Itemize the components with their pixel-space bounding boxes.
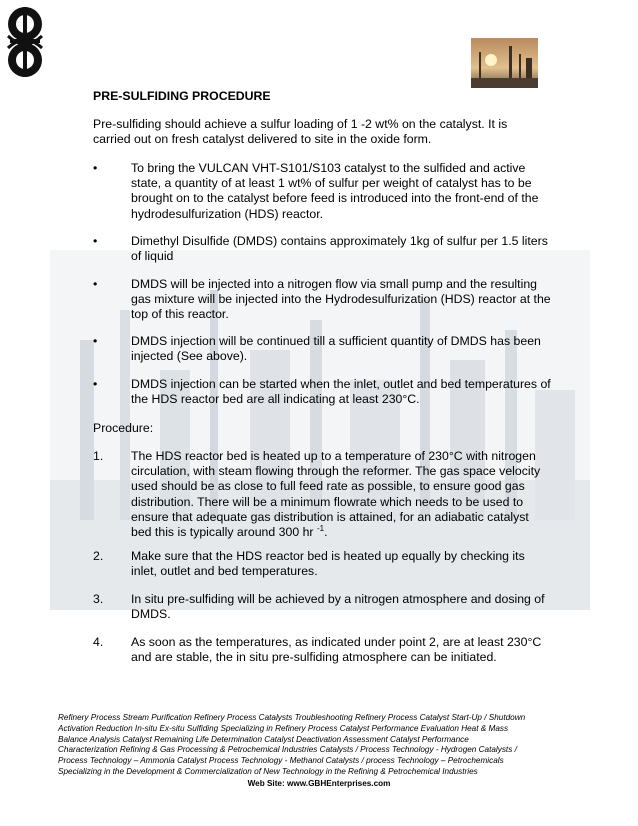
bullet-text: DMDS will be injected into a nitrogen flow via small pump and the resulting gas mixture will be injected into the Hydrodesulfurization (HDS) reactor at the top of this reactor. — [131, 277, 551, 322]
bullet-marker: • — [93, 334, 98, 348]
superscript: -1 — [316, 524, 325, 534]
bullet-text: DMDS injection will be continued till a sufficient quantity of DMDS has been injected (See above). — [131, 334, 541, 364]
footer-line: Process Technology – Ammonia Catalyst Process Technology - Methanol Catalysts / process Technology – Petrochemicals — [58, 756, 504, 766]
website-link[interactable]: Web Site: www.GBHEnterprises.com — [247, 779, 391, 788]
footer-line: Specializing in the Development & Commercialization of New Technology in the Refining & Petrochemical Industries — [58, 766, 478, 776]
footer-line: Activation Reduction In-situ Ex-situ Sulfiding Specializing in Refinery Process Catalyst Performance Evaluation Heat & Mass — [58, 723, 509, 733]
refinery-photo-thumbnail — [471, 38, 538, 88]
step-number: 4. — [93, 635, 104, 649]
step-text: In situ pre-sulfiding will be achieved by a nitrogen atmosphere and dosing of DMDS. — [131, 592, 545, 622]
company-logo — [4, 4, 46, 80]
page-heading: PRE-SULFIDING PROCEDURE — [93, 89, 271, 103]
footer-services — [58, 713, 558, 778]
footer-line: Characterization Refining & Gas Processing & Petrochemical Industries Catalysts / Process Technology - Hydrogen Catalysts / — [58, 745, 517, 755]
bullet-marker: • — [93, 161, 98, 175]
step-number: 1. — [93, 449, 104, 463]
bullet-text: To bring the VULCAN VHT-S101/S103 catalyst to the sulfided and active state, a quantity of at least 1 wt% of sulfur per weight of catalyst has to be brought on to the catalyst before feed is introduced into the front-end of the hydrodesulfurization (HDS) reactor. — [131, 161, 539, 221]
step-number: 2. — [93, 549, 104, 563]
step-text: The HDS reactor bed is heated up to a temperature of 230°C with nitrogen circulation, with steam flowing through the reformer. The gas space velocity used should be as close to full feed rate as possible, to ensure good gas distribution. There will be a minimum flowrate which needs to be used to ensure that adequate gas distribution is attained, for an adiabatic catalyst bed this is typically around 300 hr $^{-1}$. — [131, 449, 541, 540]
footer-line: Balance Analysis Catalyst Remaining Life Determination Catalyst Deactivation Assessment Catalyst Performance — [58, 734, 469, 744]
step-number: 3. — [93, 592, 104, 606]
bullet-marker: • — [93, 277, 98, 291]
footer-line: Refinery Process Stream Purification Refinery Process Catalysts Troubleshooting Refinery Process Catalyst Start-Up / Shutdown — [58, 713, 526, 722]
bullet-text: Dimethyl Disulfide (DMDS) contains approximately 1kg of sulfur per 1.5 liters of liquid — [131, 234, 548, 264]
procedure-label: Procedure: — [93, 421, 154, 435]
bullet-marker: • — [93, 377, 98, 391]
intro-paragraph: Pre-sulfiding should achieve a sulfur loading of 1 -2 wt% on the catalyst. It is carried out on fresh catalyst delivered to site in the oxide form. — [93, 117, 508, 147]
step-text: Make sure that the HDS reactor bed is heated up equally by checking its inlet, outlet and bed temperatures. — [131, 549, 525, 579]
step-text: As soon as the temperatures, as indicated under point 2, are at least 230°C and are stable, the in situ pre-sulfiding atmosphere can be initiated. — [131, 635, 542, 665]
bullet-text: DMDS injection can be started when the inlet, outlet and bed temperatures of the HDS reactor bed are all indicating at least 230°C. — [131, 377, 551, 407]
bullet-marker: • — [93, 234, 98, 248]
